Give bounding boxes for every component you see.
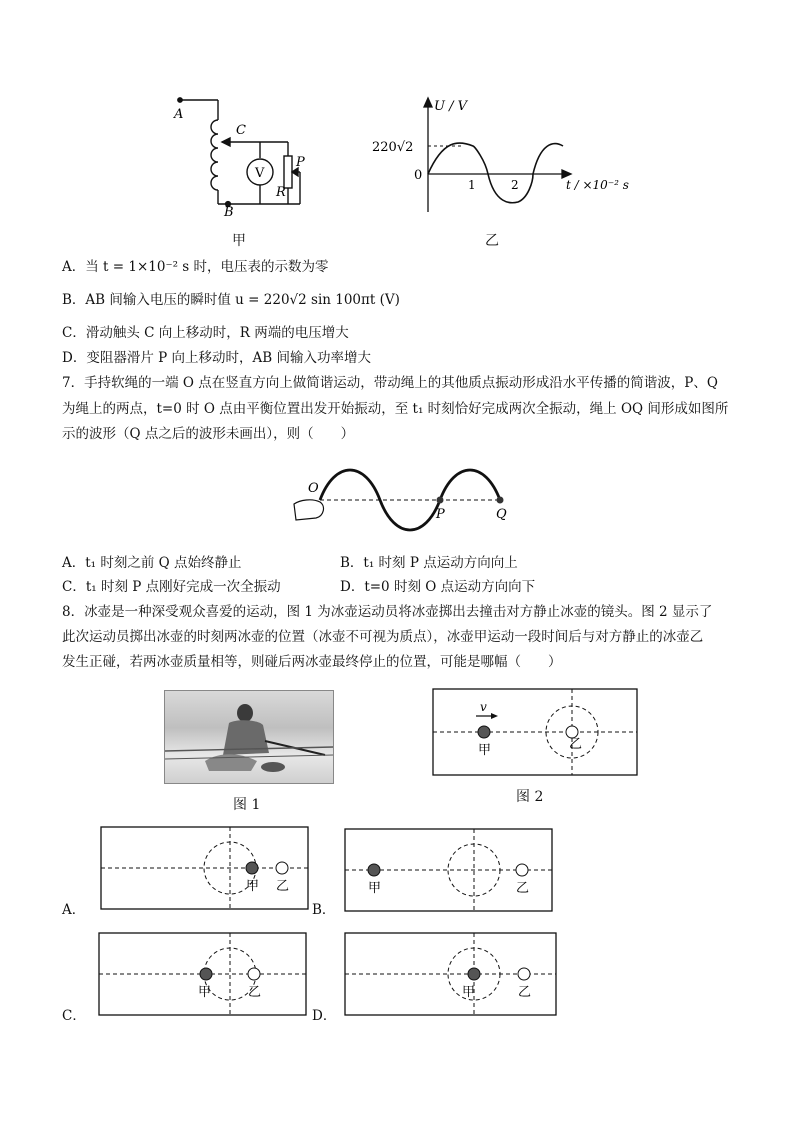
q6-option-a: A．当 t = 1×10⁻² s 时，电压表的示数为零	[62, 259, 329, 275]
q7-stem-line-1: 7．手持软绳的一端 O 点在竖直方向上做简谐运动，带动绳上的其他质点振动形成沿水平传播的简谐波，P、Q	[62, 375, 718, 391]
q8-stem-line-2: 此次运动员掷出冰壶的时刻两冰壶的位置（冰壶不可视为质点），冰壶甲运动一段时间后与对方静止的冰壶乙	[62, 629, 704, 645]
q6-option-d: D．变阻器滑片 P 向上移动时，AB 间输入功率增大	[62, 350, 371, 366]
q8-option-a-diagram	[100, 826, 310, 912]
stone-jia	[478, 726, 490, 738]
origin-label: 0	[414, 168, 423, 183]
q7-stem-line-2: 为绳上的两点，t=0 时 O 点由平衡位置出发开始振动，至 t₁ 时刻恰好完成两次全振动，绳上 OQ 间形成如图所	[62, 401, 729, 417]
rope-wave-diagram	[290, 450, 530, 540]
q8-option-d-diagram	[344, 932, 558, 1018]
b-yi-label: 乙	[516, 881, 530, 896]
circuit-diagram-jia	[168, 92, 318, 242]
tick-1-label: 1	[468, 178, 476, 192]
a-yi-label: 乙	[276, 879, 290, 894]
label-r: R	[276, 185, 286, 200]
label-p: P	[436, 507, 445, 522]
q8-option-d-label: D．	[312, 1008, 337, 1024]
q8-option-b-label: B．	[312, 902, 336, 918]
a-jia-label: 甲	[246, 879, 260, 894]
label-c: C	[236, 123, 246, 138]
y-axis-label: U / V	[434, 99, 467, 114]
b-jia-label: 甲	[368, 881, 382, 896]
label-b: B	[224, 205, 234, 220]
voltmeter-label: V	[255, 166, 265, 181]
label-p: P	[296, 155, 305, 170]
fig2-label: 图 2	[516, 789, 544, 805]
voltage-graph-yi	[368, 92, 636, 222]
x-axis-label: t / ×10⁻² s	[566, 178, 629, 192]
q8-option-c-diagram	[98, 932, 308, 1018]
q8-stem-line-1: 8．冰壶是一种深受观众喜爱的运动，图 1 为冰壶运动员将冰壶掷出去撞击对方静止冰壶的镜头。图 2 显示了	[62, 604, 713, 620]
peak-label: 220√2	[372, 140, 414, 155]
fig-jia-label: 甲	[232, 233, 246, 249]
label-o: O	[308, 481, 319, 496]
tick-2-label: 2	[511, 178, 519, 192]
point-p	[437, 497, 444, 504]
d-jia-label: 甲	[462, 985, 476, 1000]
q8-option-c-label: C．	[62, 1008, 86, 1024]
q7-stem-line-3: 示的波形（Q 点之后的波形未画出），则（ ）	[62, 426, 355, 442]
q8-option-a-label: A．	[62, 902, 86, 918]
q6-option-c: C．滑动触头 C 向上移动时，R 两端的电压增大	[62, 325, 349, 341]
q7-option-d: D．t=0 时刻 O 点运动方向向下	[340, 579, 536, 595]
d-yi-label: 乙	[518, 985, 532, 1000]
c-jia-label: 甲	[198, 985, 212, 1000]
q8-stem-line-3: 发生正碰，若两冰壶质量相等，则碰后两冰壶最终停止的位置，可能是哪幅（ ）	[62, 654, 562, 670]
fig-yi-label: 乙	[485, 233, 499, 249]
fig2-initial-positions	[432, 688, 638, 778]
q6-option-b: B．AB 间输入电压的瞬时值 u = 220√2 sin 100πt (V)	[62, 292, 400, 308]
q7-option-a: A．t₁ 时刻之前 Q 点始终静止	[62, 555, 242, 571]
curling-photo	[164, 690, 334, 784]
q7-option-b: B．t₁ 时刻 P 点运动方向向上	[340, 555, 518, 571]
fig1-label: 图 1	[233, 797, 261, 813]
velocity-label: v	[480, 700, 487, 714]
point-q	[497, 497, 504, 504]
jia-label: 甲	[478, 743, 492, 758]
label-a: A	[174, 107, 184, 122]
q7-option-c: C．t₁ 时刻 P 点刚好完成一次全振动	[62, 579, 281, 595]
yi-label: 乙	[569, 737, 583, 752]
label-q: Q	[496, 507, 507, 522]
q8-option-b-diagram	[344, 828, 554, 914]
c-yi-label: 乙	[248, 985, 262, 1000]
hand-icon	[294, 500, 323, 520]
